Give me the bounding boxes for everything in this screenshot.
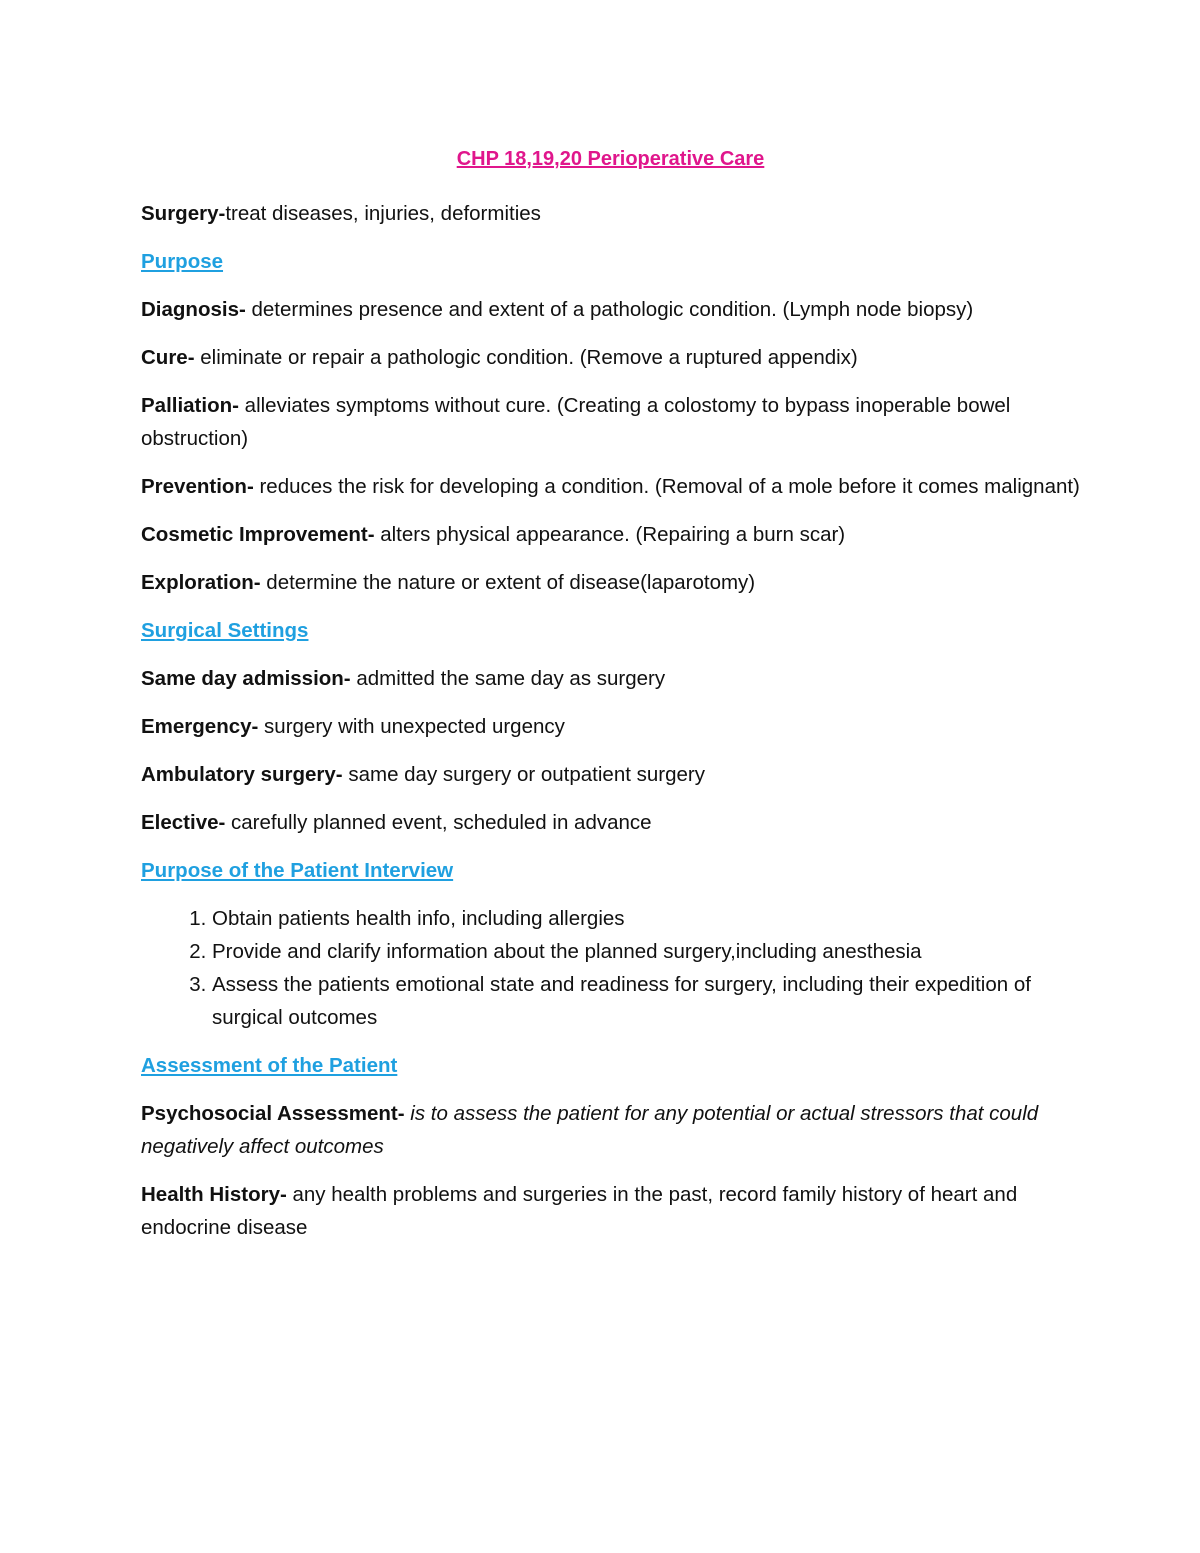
- definition-item: [141, 1097, 1080, 1163]
- definition-text: admitted the same day as surgery: [350, 667, 666, 690]
- definition-item: [141, 470, 1080, 503]
- definition-term: Palliation-: [141, 394, 239, 417]
- definition-text: alleviates symptoms without cure. (Creating a colostomy to bypass inoperable bowel obstruction): [141, 394, 1011, 450]
- definition-text: eliminate or repair a pathologic condition. (Remove a ruptured appendix): [194, 346, 858, 369]
- definition-term: Diagnosis-: [141, 298, 246, 321]
- section-heading-purpose: Purpose: [141, 250, 224, 273]
- definition-term: Cosmetic Improvement-: [141, 523, 375, 546]
- section-heading-surgical-settings: Surgical Settings: [141, 619, 309, 642]
- definition-item: [141, 518, 1080, 551]
- definition-item: [141, 341, 1080, 374]
- definition-text: same day surgery or outpatient surgery: [342, 763, 705, 786]
- definition-item: [141, 758, 1080, 791]
- definition-text: surgery with unexpected urgency: [258, 715, 565, 738]
- definition-term: Elective-: [141, 811, 226, 834]
- intro-definition: [141, 197, 1080, 230]
- definition-text: is to assess the patient for any potential or actual stressors that could negatively affect outcomes: [141, 1102, 1039, 1158]
- list-item: 3. Assess the patients emotional state and readiness for surgery, including their expedition of surgical outcomes: [212, 968, 1080, 1034]
- definition-item: [141, 293, 1080, 326]
- definition-term: Surgery-: [141, 202, 226, 225]
- document-title: CHP 18,19,20 Perioperative Care: [456, 148, 765, 170]
- definition-text: any health problems and surgeries in the past, record family history of heart and endocrine disease: [141, 1183, 1018, 1239]
- section-heading-assessment: Assessment of the Patient: [141, 1054, 398, 1077]
- definition-item: [141, 710, 1080, 743]
- definition-text: determine the nature or extent of disease(laparotomy): [260, 571, 756, 594]
- definition-item: [141, 389, 1080, 455]
- definition-item: [141, 566, 1080, 599]
- definition-term: Exploration-: [141, 571, 261, 594]
- definition-term: Cure-: [141, 346, 195, 369]
- definition-text: alters physical appearance. (Repairing a burn scar): [374, 523, 846, 546]
- definition-text: treat diseases, injuries, deformities: [225, 202, 541, 225]
- definition-term: Ambulatory surgery-: [141, 763, 343, 786]
- definition-item: [141, 662, 1080, 695]
- definition-text: determines presence and extent of a pathologic condition. (Lymph node biopsy): [245, 298, 974, 321]
- interview-purpose-list: [141, 902, 1080, 1034]
- definition-item: [141, 806, 1080, 839]
- definition-text: carefully planned event, scheduled in advance: [225, 811, 652, 834]
- definition-term: Same day admission-: [141, 667, 351, 690]
- definition-term: Prevention-: [141, 475, 254, 498]
- list-item: 2. Provide and clarify information about the planned surgery,including anesthesia: [212, 935, 1080, 968]
- definition-term: Psychosocial Assessment-: [141, 1102, 405, 1125]
- section-heading-patient-interview: Purpose of the Patient Interview: [141, 859, 454, 882]
- list-item: 1. Obtain patients health info, including allergies: [212, 902, 1080, 935]
- definition-term: Health History-: [141, 1183, 287, 1206]
- definition-text: reduces the risk for developing a condition. (Removal of a mole before it comes malignant): [253, 475, 1080, 498]
- definition-item: [141, 1178, 1080, 1244]
- definition-term: Emergency-: [141, 715, 259, 738]
